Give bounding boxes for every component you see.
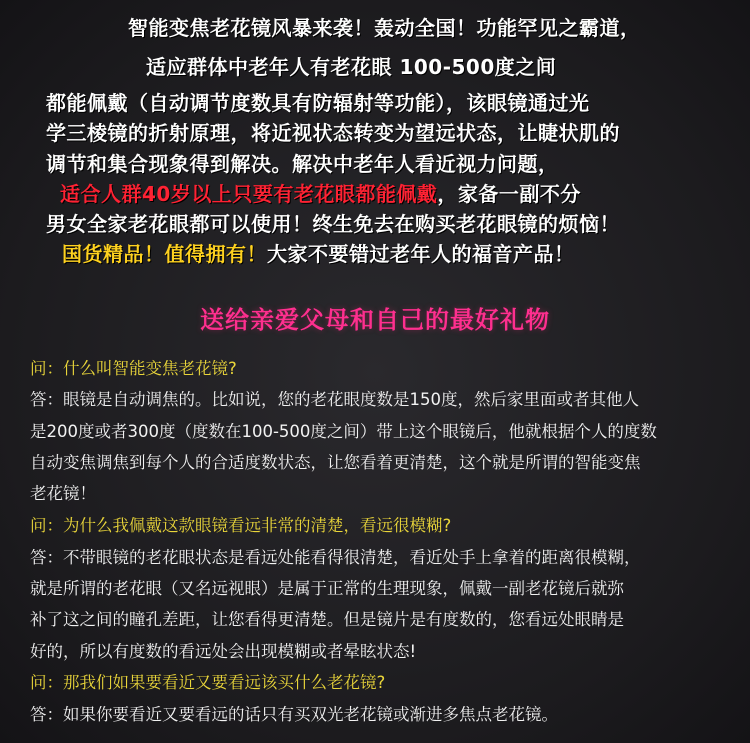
promo-line-6 xyxy=(60,180,581,208)
gift-heading: 送给亲爱父母和自己的最好礼物 xyxy=(200,306,550,334)
faq-answer-1-line-1: 答：眼镜是自动调焦的。比如说，您的老花眼度数是150度，然后家里面或者其他人 xyxy=(30,390,639,409)
faq-answer-3-line-1: 答：如果你要看近又要看远的话只有买双光老花镜或渐进多焦点老花镜。 xyxy=(30,705,558,724)
faq-answer-1-line-3: 自动变焦调焦到每个人的合适度数状态，让您看着更清楚，这个就是所谓的智能变焦 xyxy=(30,453,641,472)
faq-answer-2-line-4: 好的，所以有度数的看远处会出现模糊或者晕眩状态! xyxy=(30,642,417,661)
promo-quality-slogan: 国货精品！值得拥有！ xyxy=(62,242,267,266)
faq-question-2: 问：为什么我佩戴这款眼镜看远非常的清楚，看远很模糊? xyxy=(30,516,452,535)
faq-answer-1-line-4: 老花镜！ xyxy=(30,484,96,503)
promo-line-1: 智能变焦老花镜风暴来袭！轰动全国！功能罕见之霸道， xyxy=(128,16,641,40)
faq-answer-2-line-1: 答：不带眼镜的老花眼状态是看远处能看得很清楚，看近处手上拿着的距离很模糊， xyxy=(30,548,641,567)
promo-line-3: 都能佩戴（自动调节度数具有防辐射等功能），该眼镜通过光 xyxy=(46,91,590,115)
promo-line-8-tail: 大家不要错过老年人的福音产品！ xyxy=(267,242,575,266)
promo-line-8 xyxy=(62,240,575,268)
promo-line-6-tail: ，家备一副不分 xyxy=(437,182,581,206)
faq-question-1: 问：什么叫智能变焦老花镜? xyxy=(30,359,237,378)
promo-line-2: 适应群体中老年人有老花眼 100-500度之间 xyxy=(146,55,557,79)
promo-line-7: 男女全家老花眼都可以使用！终生免去在购买老花眼镜的烦恼！ xyxy=(46,212,620,236)
faq-answer-1-line-2: 是200度或者300度（度数在100-500度之间）带上这个眼镜后，他就根据个人的度数 xyxy=(30,422,657,441)
promo-line-5: 调节和集合现象得到解决。解决中老年人看近视力问题， xyxy=(46,152,559,176)
faq-answer-2-line-2: 就是所谓的老花眼（又名远视眼）是属于正常的生理现象，佩戴一副老花镜后就弥 xyxy=(30,579,624,598)
promo-target-audience: 适合人群40岁以上只要有老花眼都能佩戴 xyxy=(60,182,438,206)
faq-answer-2-line-3: 补了这之间的瞳孔差距，让您看得更清楚。但是镜片是有度数的，您看远处眼睛是 xyxy=(30,610,624,629)
faq-question-3: 问：那我们如果要看近又要看远该买什么老花镜? xyxy=(30,673,386,692)
promo-line-4: 学三棱镜的折射原理，将近视状态转变为望远状态，让睫状肌的 xyxy=(46,121,620,145)
